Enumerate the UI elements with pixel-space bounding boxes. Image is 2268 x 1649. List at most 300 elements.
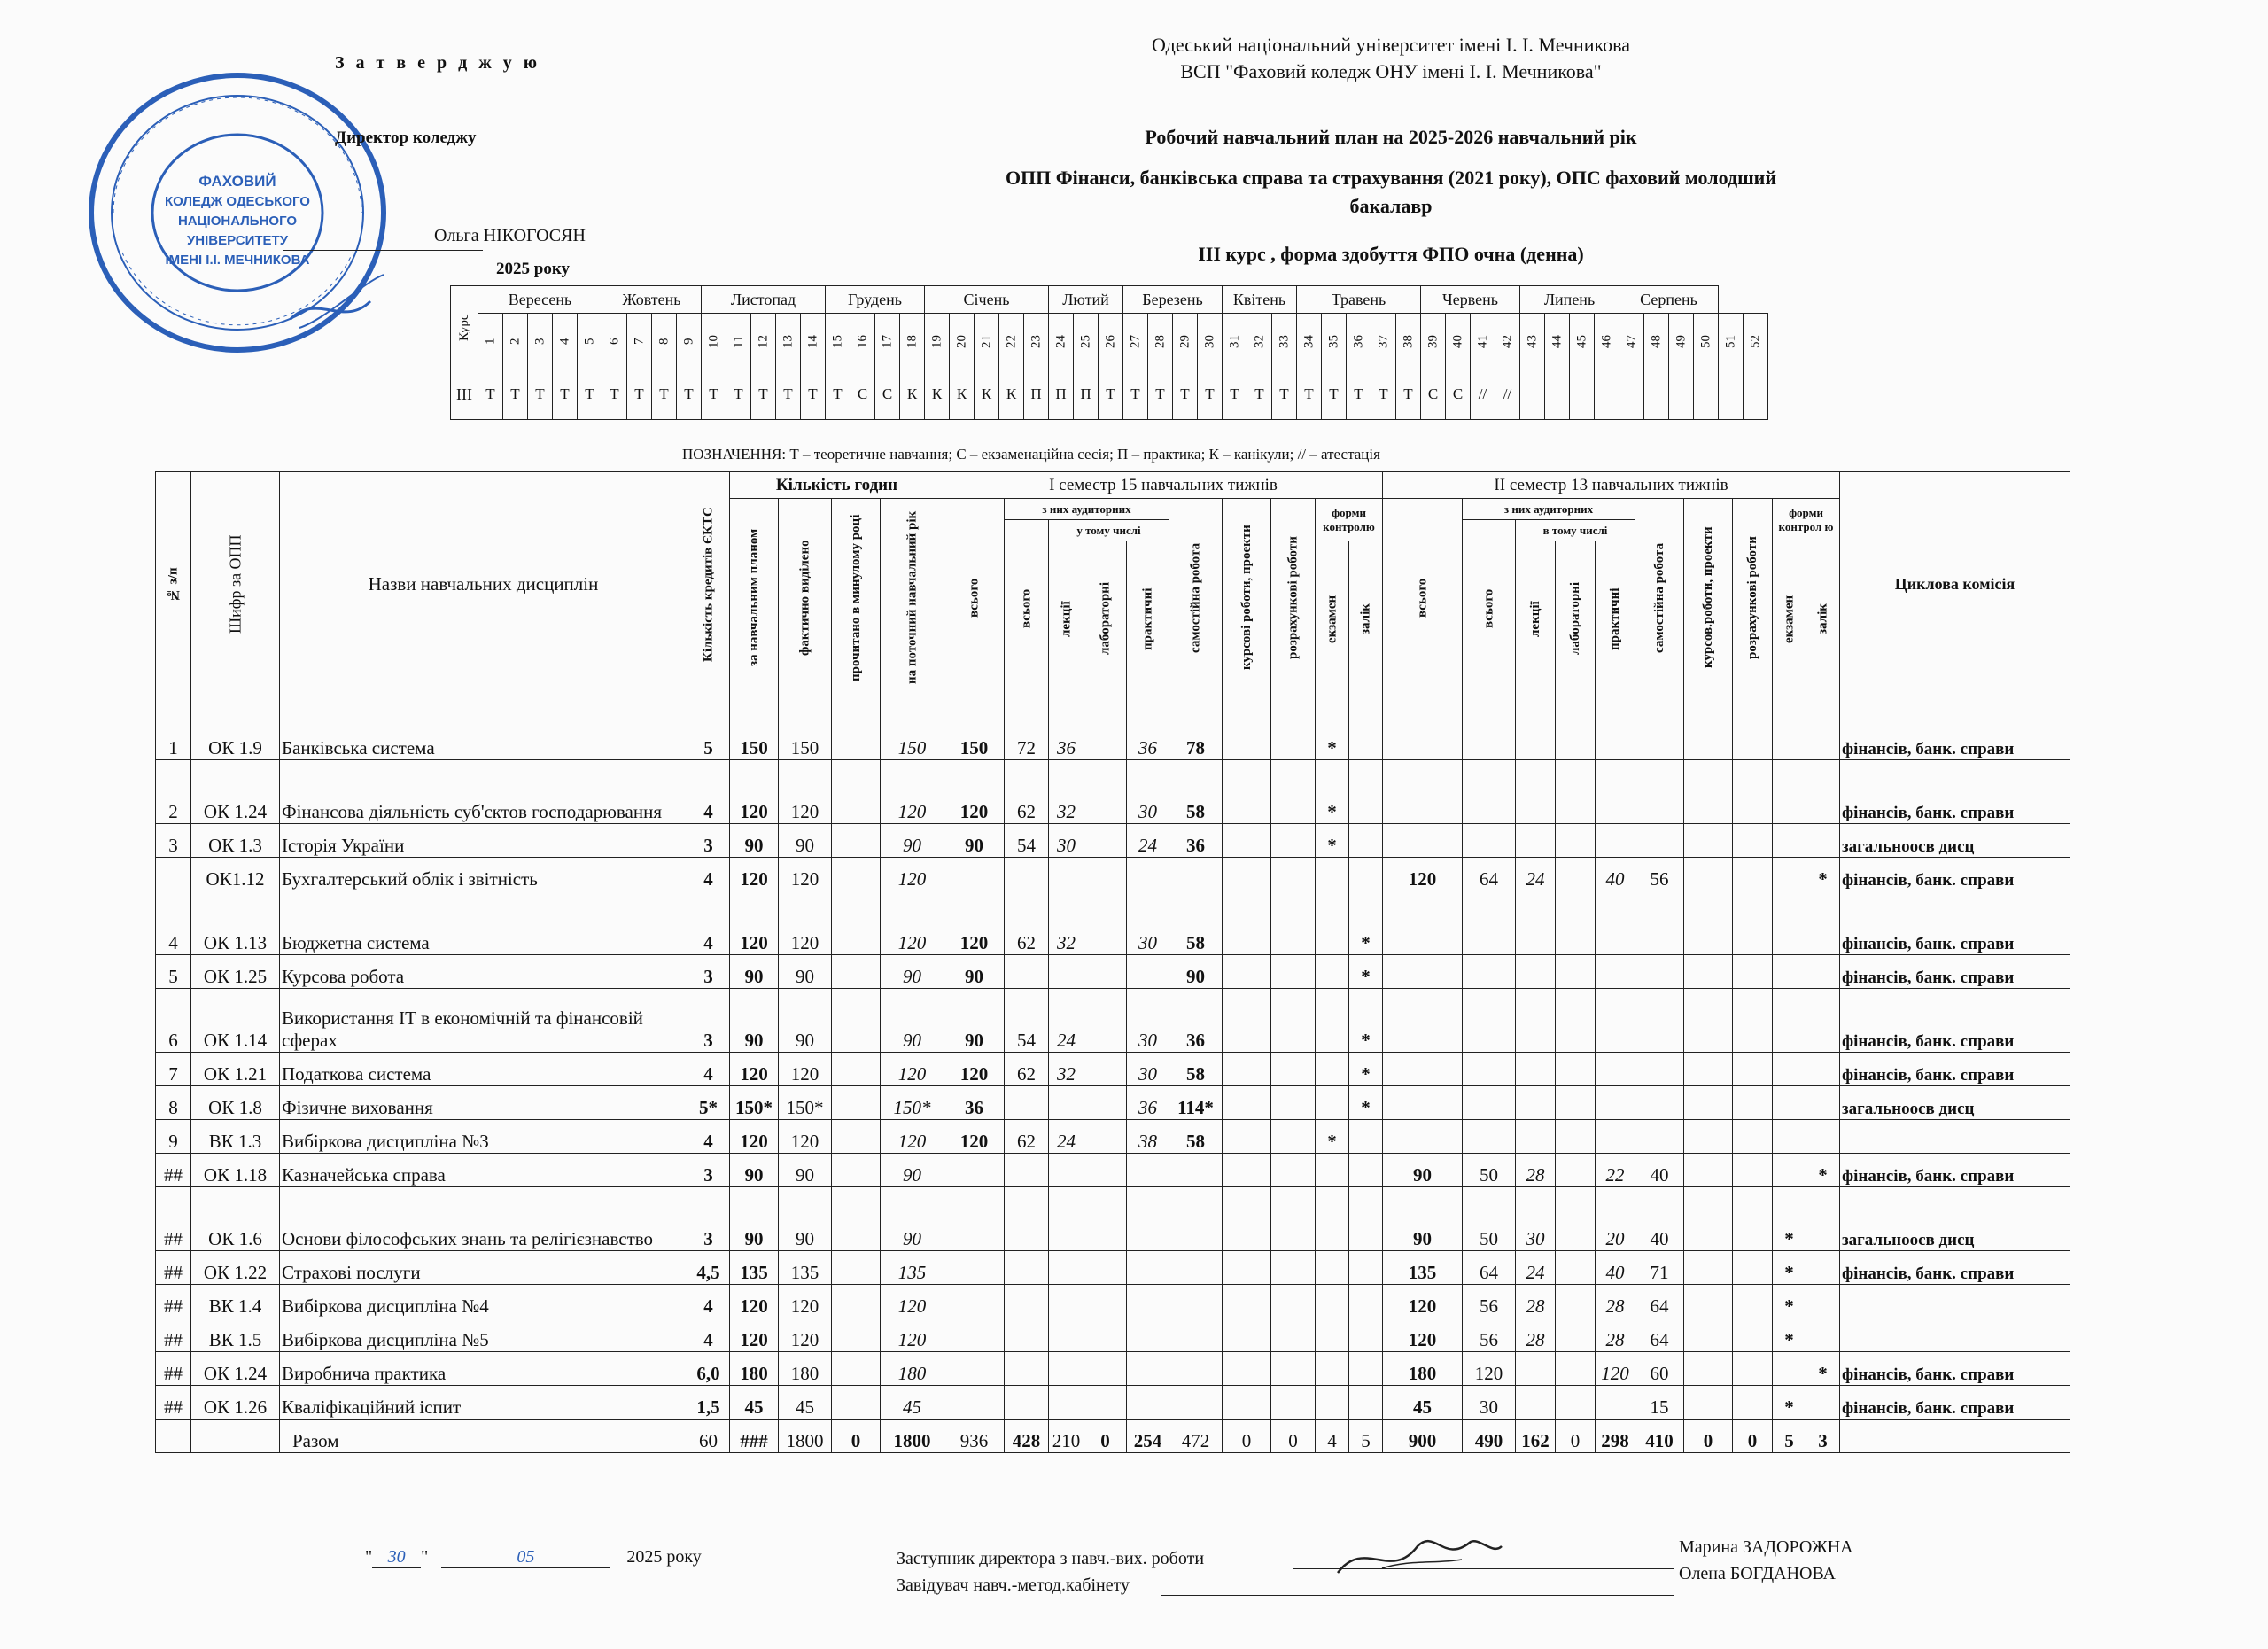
cell-s2c bbox=[1733, 1053, 1773, 1086]
cell-hp: 120 bbox=[730, 891, 779, 955]
cell-s2e bbox=[1773, 989, 1806, 1053]
calendar-week-mark: Т bbox=[1198, 369, 1223, 420]
th-hours-current: на поточний навчальний рік bbox=[881, 499, 944, 696]
calendar-week-mark: Т bbox=[801, 369, 826, 420]
cell-name: Бухгалтерський облік і звітність bbox=[280, 858, 687, 891]
cell-s1l bbox=[1049, 955, 1084, 989]
cell-s2lab bbox=[1556, 1053, 1596, 1086]
calendar-week-mark: Т bbox=[726, 369, 751, 420]
th-hours-actual: фактично виділено bbox=[779, 499, 832, 696]
cell-hprev bbox=[832, 1154, 881, 1187]
cell-s2l bbox=[1516, 1386, 1556, 1420]
cell-hprev bbox=[832, 696, 881, 760]
cell-s2e bbox=[1773, 955, 1806, 989]
cell-s1l bbox=[1049, 1285, 1084, 1318]
cell-hp: 120 bbox=[730, 1053, 779, 1086]
calendar-week-number: 43 bbox=[1520, 314, 1545, 369]
cell-hprev bbox=[832, 1086, 881, 1120]
cell-s2l bbox=[1516, 760, 1556, 824]
cell-s1z bbox=[1349, 1120, 1383, 1154]
cell-cr: 4 bbox=[687, 858, 730, 891]
cell-s1t: 90 bbox=[944, 989, 1005, 1053]
cell-hp: 90 bbox=[730, 989, 779, 1053]
totals-row bbox=[156, 1420, 2070, 1453]
total-empty bbox=[156, 1420, 191, 1453]
calendar-week-mark: Т bbox=[1347, 369, 1371, 420]
cell-ha: 120 bbox=[779, 760, 832, 824]
calendar-week-number: 33 bbox=[1272, 314, 1297, 369]
cell-name: Вибіркова дисципліна №3 bbox=[280, 1120, 687, 1154]
cell-com: загальноосв дисц bbox=[1840, 1086, 2070, 1120]
calendar-week-mark: Т bbox=[1223, 369, 1247, 420]
cell-s1p bbox=[1127, 1154, 1169, 1187]
cell-s1s bbox=[1169, 1352, 1223, 1386]
cell-s1cw bbox=[1223, 1386, 1271, 1420]
cell-s1c bbox=[1271, 1120, 1316, 1154]
calendar-week-number: 41 bbox=[1471, 314, 1495, 369]
cell-s1e bbox=[1316, 1154, 1349, 1187]
cell-s2s bbox=[1635, 824, 1684, 858]
cell-s2s bbox=[1635, 891, 1684, 955]
cell-hcur: 90 bbox=[881, 955, 944, 989]
cell-name: Історія України bbox=[280, 824, 687, 858]
calendar-week-mark: Т bbox=[1099, 369, 1123, 420]
cell-s1z bbox=[1349, 696, 1383, 760]
cell-s2p: 40 bbox=[1596, 858, 1635, 891]
calendar-week-number: 7 bbox=[627, 314, 652, 369]
cell-s1e: * bbox=[1316, 1120, 1349, 1154]
cell-ha: 90 bbox=[779, 1154, 832, 1187]
cell-s1s bbox=[1169, 1386, 1223, 1420]
calendar-week-mark bbox=[1619, 369, 1644, 420]
cell-s1l bbox=[1049, 1187, 1084, 1251]
svg-text:НАЦІОНАЛЬНОГО: НАЦІОНАЛЬНОГО bbox=[177, 214, 298, 229]
cell-com: фінансів, банк. справи bbox=[1840, 1154, 2070, 1187]
cell-n: 3 bbox=[156, 824, 191, 858]
cell-s1l bbox=[1049, 858, 1084, 891]
calendar-week-number: 45 bbox=[1570, 314, 1595, 369]
cell-s2p: 28 bbox=[1596, 1318, 1635, 1352]
cell-s1s: 58 bbox=[1169, 1053, 1223, 1086]
cell-s2t: 120 bbox=[1383, 1318, 1463, 1352]
cell-s2a bbox=[1463, 891, 1516, 955]
total-s2c: 0 bbox=[1733, 1420, 1773, 1453]
cell-s1t: 120 bbox=[944, 1120, 1005, 1154]
cell-s1cw bbox=[1223, 1154, 1271, 1187]
table-row bbox=[156, 1352, 2070, 1386]
cell-s1s: 78 bbox=[1169, 696, 1223, 760]
cell-s2c bbox=[1733, 1386, 1773, 1420]
cell-s2e bbox=[1773, 1120, 1806, 1154]
calendar-week-number: 15 bbox=[826, 314, 850, 369]
cell-s2s bbox=[1635, 1053, 1684, 1086]
cell-s1e bbox=[1316, 1187, 1349, 1251]
calendar-week-mark: Т bbox=[776, 369, 801, 420]
cell-s1p: 30 bbox=[1127, 760, 1169, 824]
cell-s2a bbox=[1463, 955, 1516, 989]
calendar-week-number: 39 bbox=[1421, 314, 1446, 369]
calendar-week-mark bbox=[1694, 369, 1719, 420]
calendar-week-number: 44 bbox=[1545, 314, 1570, 369]
cell-com: фінансів, банк. справи bbox=[1840, 1352, 2070, 1386]
cell-s1p: 36 bbox=[1127, 696, 1169, 760]
cell-s2t bbox=[1383, 1053, 1463, 1086]
calendar-week-mark: Т bbox=[1371, 369, 1396, 420]
table-row bbox=[156, 1053, 2070, 1086]
cell-s1cw bbox=[1223, 1086, 1271, 1120]
cell-s1t bbox=[944, 1251, 1005, 1285]
cell-s2z bbox=[1806, 1187, 1840, 1251]
cell-hcur: 120 bbox=[881, 1318, 944, 1352]
cell-s2lab bbox=[1556, 696, 1596, 760]
cell-code: ОК 1.21 bbox=[191, 1053, 280, 1086]
cell-s2c bbox=[1733, 1187, 1773, 1251]
cell-cr: 3 bbox=[687, 989, 730, 1053]
calendar-month: Березень bbox=[1123, 286, 1223, 314]
cell-s1lab bbox=[1084, 696, 1127, 760]
cell-s2l: 28 bbox=[1516, 1285, 1556, 1318]
calendar-week-mark bbox=[1520, 369, 1545, 420]
cell-ha: 45 bbox=[779, 1386, 832, 1420]
cell-s1z bbox=[1349, 858, 1383, 891]
cell-s1s: 58 bbox=[1169, 760, 1223, 824]
table-row bbox=[156, 1251, 2070, 1285]
cell-s2p bbox=[1596, 1120, 1635, 1154]
calendar-week-number: 28 bbox=[1148, 314, 1173, 369]
total-s1lab: 0 bbox=[1084, 1420, 1127, 1453]
cell-name: Казначейська справа bbox=[280, 1154, 687, 1187]
cell-s2cw bbox=[1684, 1086, 1733, 1120]
total-s2z: 3 bbox=[1806, 1420, 1840, 1453]
th-s1-aud-total: всього bbox=[1005, 520, 1049, 696]
official-seal-stamp bbox=[78, 62, 397, 363]
th-name: Назви навчальних дисциплін bbox=[280, 472, 687, 696]
cell-hp: 45 bbox=[730, 1386, 779, 1420]
cell-com: фінансів, банк. справи bbox=[1840, 760, 2070, 824]
cell-s2l bbox=[1516, 824, 1556, 858]
cell-s1t bbox=[944, 1352, 1005, 1386]
th-s1-aud: з них аудиторних bbox=[1005, 499, 1169, 520]
cell-s1cw bbox=[1223, 1352, 1271, 1386]
cell-s2p bbox=[1596, 891, 1635, 955]
cell-s2l: 24 bbox=[1516, 1251, 1556, 1285]
cell-com bbox=[1840, 1285, 2070, 1318]
cell-s1s: 114* bbox=[1169, 1086, 1223, 1120]
cell-s2e bbox=[1773, 824, 1806, 858]
calendar-week-mark: // bbox=[1495, 369, 1520, 420]
cell-s1p bbox=[1127, 1251, 1169, 1285]
approval-position: Директор коледжу bbox=[335, 128, 477, 147]
cell-s1e: * bbox=[1316, 696, 1349, 760]
cell-s2p bbox=[1596, 760, 1635, 824]
total-hcur: 1800 bbox=[881, 1420, 944, 1453]
calendar-week-number: 24 bbox=[1049, 314, 1074, 369]
cell-s2p: 40 bbox=[1596, 1251, 1635, 1285]
cell-s1p: 38 bbox=[1127, 1120, 1169, 1154]
cell-s1l bbox=[1049, 1251, 1084, 1285]
cell-s2cw bbox=[1684, 858, 1733, 891]
cell-s1lab bbox=[1084, 760, 1127, 824]
th-semester-2: ІІ семестр 13 навчальних тижнів bbox=[1383, 472, 1840, 499]
cell-s2l bbox=[1516, 1086, 1556, 1120]
cell-s1cw bbox=[1223, 1053, 1271, 1086]
calendar-week-number: 19 bbox=[925, 314, 950, 369]
cell-s2cw bbox=[1684, 1251, 1733, 1285]
cell-s2lab bbox=[1556, 760, 1596, 824]
cell-s2t: 90 bbox=[1383, 1154, 1463, 1187]
cell-s1c bbox=[1271, 824, 1316, 858]
cell-code: ОК 1.6 bbox=[191, 1187, 280, 1251]
cell-com: фінансів, банк. справи bbox=[1840, 858, 2070, 891]
cell-ha: 120 bbox=[779, 1053, 832, 1086]
cell-s1a bbox=[1005, 1154, 1049, 1187]
cell-code: ВК 1.4 bbox=[191, 1285, 280, 1318]
cell-s2c bbox=[1733, 824, 1773, 858]
cell-s2a bbox=[1463, 1086, 1516, 1120]
cell-s1a: 62 bbox=[1005, 760, 1049, 824]
cell-s1lab bbox=[1084, 1285, 1127, 1318]
cell-s1l: 32 bbox=[1049, 891, 1084, 955]
calendar-week-number: 6 bbox=[602, 314, 627, 369]
calendar-month: Листопад bbox=[702, 286, 826, 314]
cell-s2s: 71 bbox=[1635, 1251, 1684, 1285]
cell-s1z bbox=[1349, 1352, 1383, 1386]
calendar-week-number: 14 bbox=[801, 314, 826, 369]
cell-cr: 4 bbox=[687, 1318, 730, 1352]
deputy-signature-graphic bbox=[1329, 1520, 1506, 1591]
cell-s2e: * bbox=[1773, 1285, 1806, 1318]
cell-s1l: 24 bbox=[1049, 989, 1084, 1053]
cell-s2lab bbox=[1556, 1386, 1596, 1420]
th-s2-course-work: курсов.роботи, проекти bbox=[1684, 499, 1733, 696]
cell-code: ОК 1.9 bbox=[191, 696, 280, 760]
svg-text:ІМЕНІ І.І. МЕЧНИКОВА: ІМЕНІ І.І. МЕЧНИКОВА bbox=[165, 253, 310, 268]
cell-hcur: 120 bbox=[881, 760, 944, 824]
calendar-week-mark: К bbox=[999, 369, 1024, 420]
cell-s1cw bbox=[1223, 760, 1271, 824]
course-line: ІІІ курс , форма здобуття ФПО очна (денна) bbox=[1198, 243, 1584, 265]
calendar-week-mark: Т bbox=[826, 369, 850, 420]
cell-s1t bbox=[944, 1386, 1005, 1420]
calendar-week-mark: Т bbox=[652, 369, 677, 420]
cell-hp: 120 bbox=[730, 1318, 779, 1352]
cell-n: 9 bbox=[156, 1120, 191, 1154]
cell-hp: 90 bbox=[730, 1187, 779, 1251]
th-s1-course-work: курсові роботи, проекти bbox=[1223, 499, 1271, 696]
cell-hcur: 120 bbox=[881, 891, 944, 955]
cell-s1t: 120 bbox=[944, 891, 1005, 955]
cell-s1l bbox=[1049, 1386, 1084, 1420]
cell-hprev bbox=[832, 1053, 881, 1086]
calendar-week-number: 46 bbox=[1595, 314, 1619, 369]
calendar-week-mark: С bbox=[850, 369, 875, 420]
cell-s1e bbox=[1316, 1318, 1349, 1352]
cell-cr: 3 bbox=[687, 1154, 730, 1187]
cell-code: ОК 1.8 bbox=[191, 1086, 280, 1120]
cell-hprev bbox=[832, 1352, 881, 1386]
calendar-week-number: 36 bbox=[1347, 314, 1371, 369]
cell-s2z bbox=[1806, 955, 1840, 989]
cell-s2c bbox=[1733, 1352, 1773, 1386]
cell-s2c bbox=[1733, 1318, 1773, 1352]
cell-n: 2 bbox=[156, 760, 191, 824]
cell-s2t bbox=[1383, 1120, 1463, 1154]
cell-s2p: 20 bbox=[1596, 1187, 1635, 1251]
cell-s1z: * bbox=[1349, 891, 1383, 955]
cell-s1s bbox=[1169, 1154, 1223, 1187]
calendar-week-number: 8 bbox=[652, 314, 677, 369]
calendar-week-mark: Т bbox=[1272, 369, 1297, 420]
calendar-week-number: 5 bbox=[578, 314, 602, 369]
cell-s1s: 36 bbox=[1169, 989, 1223, 1053]
cell-n: 1 bbox=[156, 696, 191, 760]
total-s1cw: 0 bbox=[1223, 1420, 1271, 1453]
cell-name: Курсова робота bbox=[280, 955, 687, 989]
cell-s1p bbox=[1127, 1318, 1169, 1352]
cell-s2cw bbox=[1684, 1120, 1733, 1154]
head-name: Олена БОГДАНОВА bbox=[1679, 1564, 1836, 1583]
cell-code: ОК 1.22 bbox=[191, 1251, 280, 1285]
th-s2-lect: лекції bbox=[1516, 541, 1556, 696]
cell-s2cw bbox=[1684, 1318, 1733, 1352]
cell-s2s bbox=[1635, 1086, 1684, 1120]
calendar-week-mark bbox=[1644, 369, 1669, 420]
cell-cr: 4 bbox=[687, 760, 730, 824]
cell-n: ## bbox=[156, 1251, 191, 1285]
cell-s2e bbox=[1773, 1086, 1806, 1120]
th-s2-exam: екзамен bbox=[1773, 541, 1806, 696]
cell-s2a bbox=[1463, 989, 1516, 1053]
cell-s1lab bbox=[1084, 858, 1127, 891]
cell-hprev bbox=[832, 1251, 881, 1285]
th-s2-aud-total: всього bbox=[1463, 520, 1516, 696]
calendar-week-number: 49 bbox=[1669, 314, 1694, 369]
cell-s1s bbox=[1169, 1187, 1223, 1251]
calendar-week-number: 11 bbox=[726, 314, 751, 369]
total-s1l: 210 bbox=[1049, 1420, 1084, 1453]
cell-name: Основи філософських знань та релігієзнавство bbox=[280, 1187, 687, 1251]
cell-com: фінансів, банк. справи bbox=[1840, 955, 2070, 989]
cell-ha: 90 bbox=[779, 824, 832, 858]
cell-s2s: 64 bbox=[1635, 1318, 1684, 1352]
cell-s1l bbox=[1049, 1154, 1084, 1187]
cell-s2t bbox=[1383, 955, 1463, 989]
cell-s1c bbox=[1271, 1352, 1316, 1386]
total-hprev: 0 bbox=[832, 1420, 881, 1453]
cell-s1c bbox=[1271, 696, 1316, 760]
cell-s1e: * bbox=[1316, 760, 1349, 824]
university-name: Одеський національний університет імені І. І. Мечникова bbox=[1152, 34, 1630, 56]
cell-n: 6 bbox=[156, 989, 191, 1053]
calendar-month: Серпень bbox=[1619, 286, 1719, 314]
cell-code: ОК 1.25 bbox=[191, 955, 280, 989]
cell-ha: 120 bbox=[779, 1318, 832, 1352]
cell-s1e bbox=[1316, 955, 1349, 989]
cell-s2a: 56 bbox=[1463, 1318, 1516, 1352]
cell-s2p: 28 bbox=[1596, 1285, 1635, 1318]
cell-s2a bbox=[1463, 1120, 1516, 1154]
cell-com: фінансів, банк. справи bbox=[1840, 989, 2070, 1053]
cell-s1lab bbox=[1084, 955, 1127, 989]
cell-s1e bbox=[1316, 1352, 1349, 1386]
calendar-week-number: 17 bbox=[875, 314, 900, 369]
cell-s2t: 45 bbox=[1383, 1386, 1463, 1420]
cell-s1lab bbox=[1084, 891, 1127, 955]
cell-hcur: 45 bbox=[881, 1386, 944, 1420]
footer-date-day: 30 bbox=[372, 1547, 421, 1568]
total-s2t: 900 bbox=[1383, 1420, 1463, 1453]
cell-s2a bbox=[1463, 1053, 1516, 1086]
cell-s2lab bbox=[1556, 1154, 1596, 1187]
cell-cr: 4 bbox=[687, 891, 730, 955]
calendar-week-number: 38 bbox=[1396, 314, 1421, 369]
cell-s1c bbox=[1271, 891, 1316, 955]
cell-s2c bbox=[1733, 696, 1773, 760]
cell-s1cw bbox=[1223, 955, 1271, 989]
cell-s2p bbox=[1596, 955, 1635, 989]
cell-s2s bbox=[1635, 1120, 1684, 1154]
cell-s2e bbox=[1773, 696, 1806, 760]
cell-s2a: 64 bbox=[1463, 1251, 1516, 1285]
cell-cr: 3 bbox=[687, 1187, 730, 1251]
cell-s1c bbox=[1271, 989, 1316, 1053]
cell-s1s bbox=[1169, 1285, 1223, 1318]
cell-s1a bbox=[1005, 1386, 1049, 1420]
total-s1s: 472 bbox=[1169, 1420, 1223, 1453]
cell-s2c bbox=[1733, 989, 1773, 1053]
cell-s1a bbox=[1005, 858, 1049, 891]
cell-s1e bbox=[1316, 1086, 1349, 1120]
cell-s2c bbox=[1733, 1154, 1773, 1187]
cell-s2z bbox=[1806, 891, 1840, 955]
calendar-week-number: 48 bbox=[1644, 314, 1669, 369]
calendar-week-mark: Т bbox=[1148, 369, 1173, 420]
cell-s2cw bbox=[1684, 1187, 1733, 1251]
cell-s2cw bbox=[1684, 760, 1733, 824]
cell-n bbox=[156, 858, 191, 891]
cell-com: фінансів, банк. справи bbox=[1840, 696, 2070, 760]
cell-s1t: 36 bbox=[944, 1086, 1005, 1120]
cell-cr: 1,5 bbox=[687, 1386, 730, 1420]
calendar-week-number: 42 bbox=[1495, 314, 1520, 369]
cell-s2z: * bbox=[1806, 858, 1840, 891]
cell-s1z: * bbox=[1349, 1086, 1383, 1120]
cell-code: ВК 1.5 bbox=[191, 1318, 280, 1352]
cell-ha: 120 bbox=[779, 1285, 832, 1318]
cell-s2lab bbox=[1556, 955, 1596, 989]
cell-s1a bbox=[1005, 955, 1049, 989]
cell-code: ОК 1.13 bbox=[191, 891, 280, 955]
program-line-2: бакалавр bbox=[1349, 195, 1433, 217]
cell-s1a bbox=[1005, 1086, 1049, 1120]
cell-s1c bbox=[1271, 858, 1316, 891]
cell-s2z bbox=[1806, 1120, 1840, 1154]
cell-s2z: * bbox=[1806, 1352, 1840, 1386]
cell-s1t: 120 bbox=[944, 760, 1005, 824]
cell-s1a bbox=[1005, 1285, 1049, 1318]
cell-s2l bbox=[1516, 1352, 1556, 1386]
cell-cr: 4,5 bbox=[687, 1251, 730, 1285]
cell-s2z bbox=[1806, 1251, 1840, 1285]
cell-s2s bbox=[1635, 760, 1684, 824]
head-label: Завідувач навч.-метод.кабінету bbox=[897, 1575, 1130, 1595]
cell-hprev bbox=[832, 891, 881, 955]
th-s1-control: форми контролю bbox=[1316, 499, 1383, 541]
cell-s1z bbox=[1349, 1285, 1383, 1318]
cell-hp: 120 bbox=[730, 760, 779, 824]
cell-com: фінансів, банк. справи bbox=[1840, 891, 2070, 955]
approval-title: З а т в е р д ж у ю bbox=[335, 53, 541, 73]
